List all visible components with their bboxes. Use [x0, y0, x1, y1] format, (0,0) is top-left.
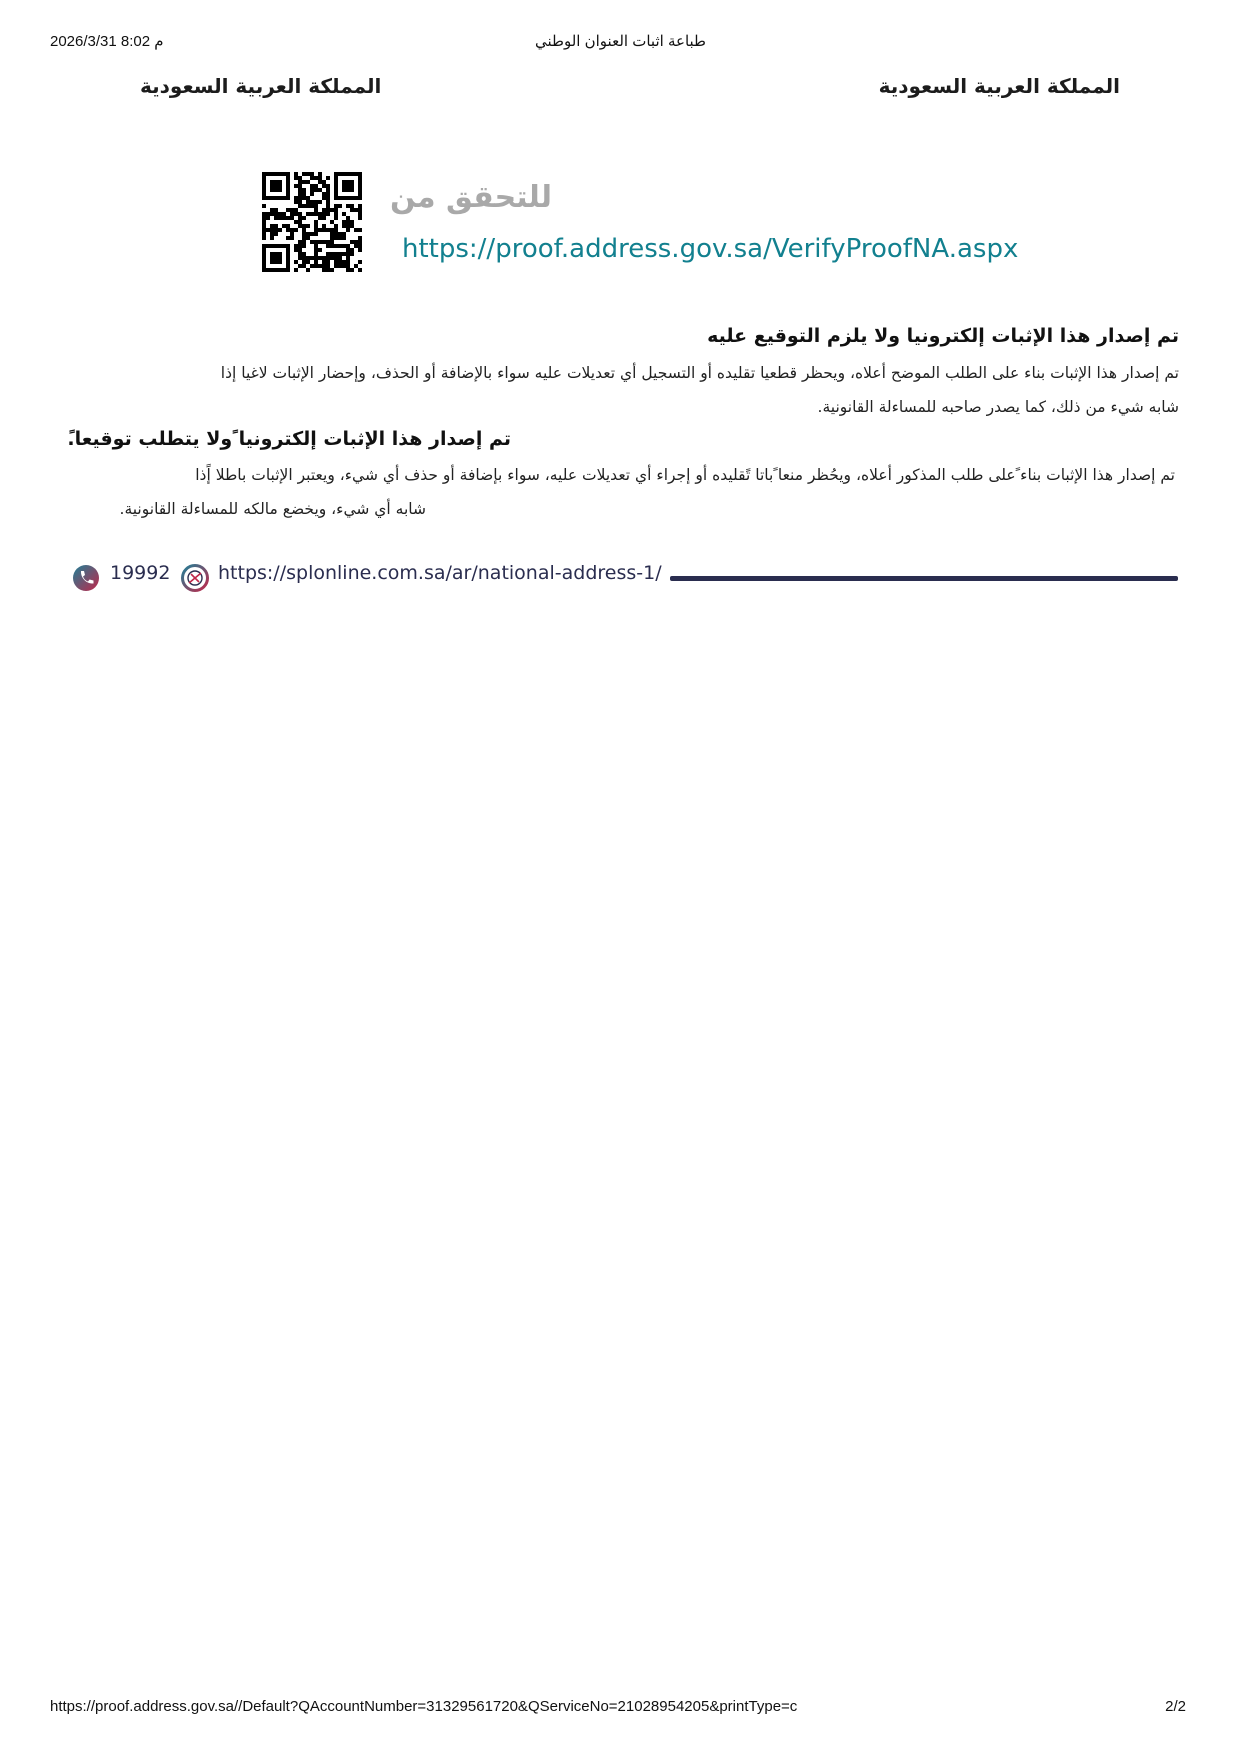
country-name-right: المملكة العربية السعودية [878, 74, 1120, 98]
phone-icon [72, 564, 100, 592]
notice-2-text-line-1: تم إصدار هذا الإثبات بناء ًعلى طلب المذكور أعلاه، ويحُظر منعا ًباتا تًقليده أو إجراء أي تعديلات عليه، سواء بإضافة أو حذف أي شيء، ويعتبر الإثبات باطلا إًذا [195, 466, 1175, 484]
notice-1-text-line-1: تم إصدار هذا الإثبات بناء على الطلب الموضح أعلاه، ويحظر قطعيا تقليده أو التسجيل أي تعديلات عليه سواء بالإضافة أو الحذف، وإحضار الإثبات لاغيا إذا [220, 364, 1179, 382]
web-icon [181, 564, 209, 592]
footer-phone-number[interactable]: 19992 [110, 562, 171, 584]
page-url: https://proof.address.gov.sa//Default?QAccountNumber=31329561720&QServiceNo=21028954205&printType=c [50, 1698, 798, 1715]
page-number: 2/2 [1165, 1698, 1186, 1715]
verify-label: للتحقق من [389, 180, 552, 215]
print-datetime: 2026/3/31 8:02 م [50, 33, 164, 50]
verify-link[interactable]: https://proof.address.gov.sa/VerifyProofNA.aspx [402, 234, 1019, 264]
notice-1-text-line-2: شابه شيء من ذلك، كما يصدر صاحبه للمساءلة القانونية. [817, 398, 1179, 416]
country-name-left: المملكة العربية السعودية [140, 74, 382, 98]
notice-2-title: تم إصدار هذا الإثبات إلكترونيا ًولا يتطلب توقيعا.ً [67, 428, 511, 450]
notice-1-title: تم إصدار هذا الإثبات إلكترونيا ولا يلزم التوقيع عليه [707, 325, 1179, 347]
notice-2-text-line-2: شابه أي شيء، ويخضع مالكه للمساءلة القانونية. [119, 500, 426, 518]
footer-website-link[interactable]: https://splonline.com.sa/ar/national-address-1/ [218, 562, 662, 584]
qr-code-icon [262, 172, 362, 272]
footer-divider [670, 576, 1178, 581]
print-title: طباعة اثبات العنوان الوطني [535, 33, 706, 50]
